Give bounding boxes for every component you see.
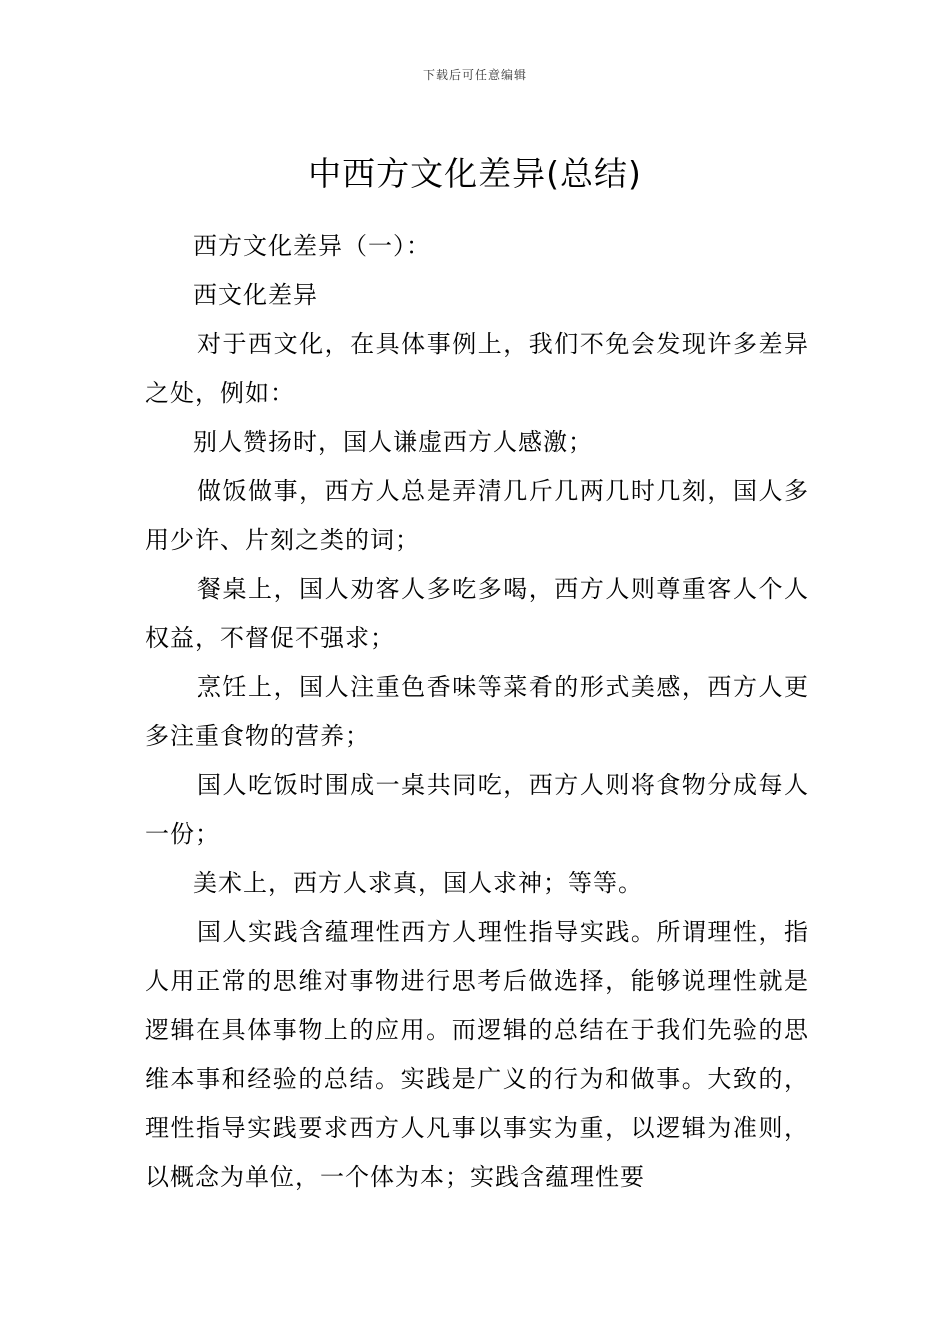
paragraph: 烹饪上，国人注重色香味等菜肴的形式美感，西方人更多注重食物的营养； [145, 673, 809, 750]
paragraph: 国人实践含蕴理性西方人理性指导实践。所谓理性，指人用正常的思维对事物进行思考后做选择，能够说理性就是逻辑在具体事物上的应用。而逻辑的总结在于我们先验的思维本事和经验的总结。实践是广义的行为和做事。大致的，理性指导实践要求西方人凡事以事实为重，以逻辑为准则，以概念为单位，一个体为本；实践含蕴理性要 [145, 918, 809, 1191]
paragraph: 对于西文化，在具体事例上，我们不免会发现许多差异之处，例如： [145, 330, 809, 407]
paragraph: 餐桌上，国人劝客人多吃多喝，西方人则尊重客人个人权益，不督促不强求； [145, 575, 809, 652]
header-note: 下载后可任意编辑 [422, 68, 527, 82]
document-title: 中西方文化差异(总结) [308, 154, 642, 194]
paragraph: 西文化差异 [193, 281, 318, 309]
paragraph: 国人吃饭时围成一桌共同吃，西方人则将食物分成每人一份； [145, 771, 809, 848]
paragraph: 美术上，西方人求真，国人求神；等等。 [193, 869, 643, 897]
paragraph: 做饭做事，西方人总是弄清几斤几两几时几刻，国人多用少许、片刻之类的词； [145, 477, 809, 554]
paragraph: 西方文化差异（一）： [193, 232, 431, 260]
document-body [145, 222, 809, 1202]
paragraph: 别人赞扬时，国人谦虚西方人感激； [193, 428, 593, 456]
